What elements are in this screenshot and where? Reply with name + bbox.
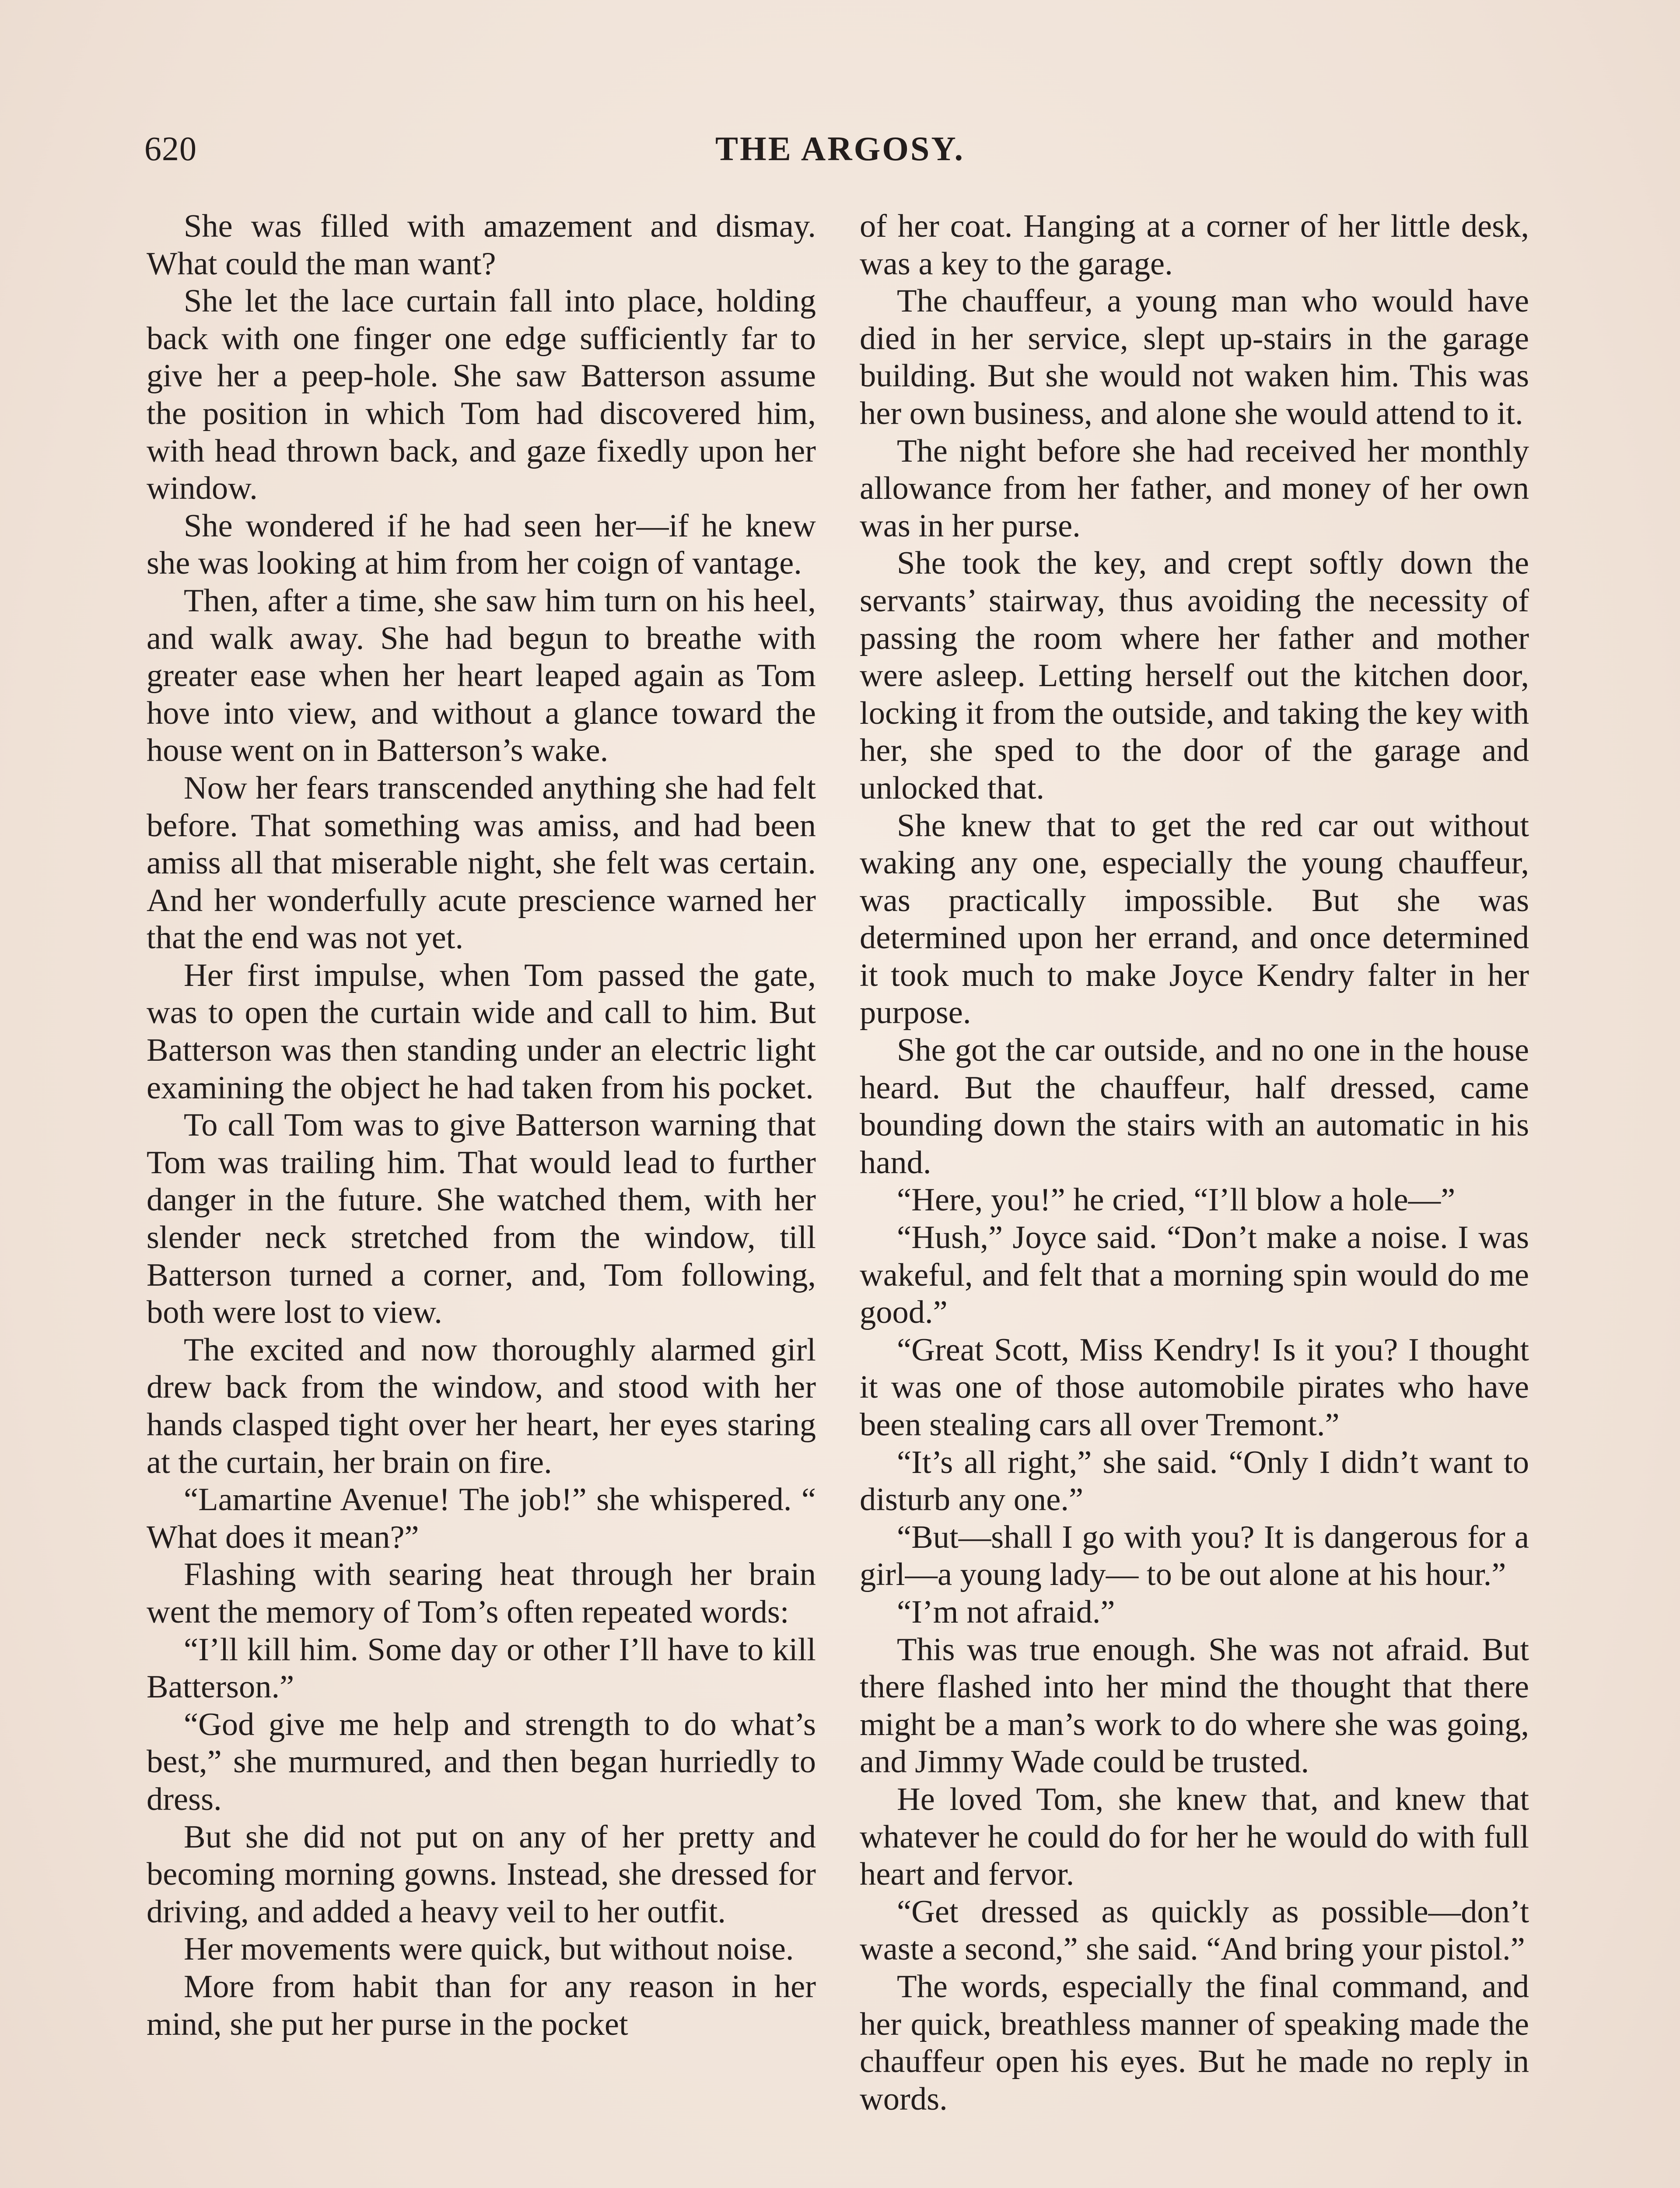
- paragraph: “Lamartine Avenue! The job!” she whispered. “ What does it mean?”: [147, 1482, 816, 1555]
- paragraph: Her movements were quick, but without noise.: [184, 1931, 794, 1967]
- paragraph: “I’m not afraid.”: [897, 1594, 1115, 1630]
- paragraph: “Great Scott, Miss Kendry! Is it you? I thought it was one of those automobile pirates who have been stealing cars all over Tremont.”: [860, 1332, 1529, 1443]
- paragraph: “Here, you!” he cried, “I’ll blow a hole—”: [897, 1182, 1456, 1218]
- paragraph: Now her fears transcended anything she had felt before. That something was amiss, and had been amiss all that miserable night, she felt was certain. And her wonderfully acute prescience warned her that the end was not yet.: [147, 770, 816, 956]
- paragraph: She knew that to get the red car out without waking any one, especially the young chauffeur, was practically impossible. But she was determined upon her errand, and once determined it took much to make Joyce Kendry falter in her purpose.: [860, 807, 1529, 1031]
- page-header: [144, 129, 1536, 182]
- page-number: 620: [144, 130, 197, 168]
- paragraph: She was filled with amazement and dismay. What could the man want?: [147, 208, 816, 282]
- paragraph: “It’s all right,” she said. “Only I didn’t want to disturb any one.”: [860, 1444, 1529, 1518]
- running-title: THE ARGOSY.: [715, 130, 965, 168]
- paragraph: Flashing with searing heat through her brain went the memory of Tom’s often repeated words:: [147, 1557, 816, 1630]
- paragraph: “I’ll kill him. Some day or other I’ll have to kill Batterson.”: [147, 1631, 816, 1705]
- paragraph: “Get dressed as quickly as possible—don’t waste a second,” she said. “And bring your pistol.”: [860, 1893, 1529, 1967]
- paragraph: Then, after a time, she saw him turn on his heel, and walk away. She had begun to breathe with greater ease when her heart leaped again as Tom hove into view, and without a glance toward the house went on in Batterson’s wake.: [147, 582, 816, 769]
- paragraph: She took the key, and crept softly down the servants’ stairway, thus avoiding the necessity of passing the room where her father and mother were asleep. Letting herself out the kitchen door, locking it from the outside, and taking the key with her, she sped to the door of the garage and unlocked that.: [860, 545, 1529, 806]
- paragraph: He loved Tom, she knew that, and knew that whatever he could do for her he would do with full heart and fervor.: [860, 1781, 1529, 1893]
- continued-paragraph: of her coat. Hanging at a corner of her little desk, was a key to the garage.: [860, 208, 1529, 282]
- left-column: [147, 208, 816, 2043]
- paragraph: “But—shall I go with you? It is dangerous for a girl—a young lady— to be out alone at his hour.”: [860, 1519, 1529, 1593]
- paragraph: The chauffeur, a young man who would have died in her service, slept up-stairs in the garage building. But she would not waken him. This was her own business, and alone she would attend to it.: [860, 283, 1529, 431]
- paragraph: Her first impulse, when Tom passed the gate, was to open the curtain wide and call to him. But Batterson was then standing under an electric light examining the object he had taken from his pocket.: [147, 957, 816, 1106]
- paragraph: She wondered if he had seen her—if he knew she was looking at him from her coign of vantage.: [147, 508, 816, 582]
- right-column: [860, 208, 1529, 2118]
- paragraph: This was true enough. She was not afraid. But there flashed into her mind the thought that there might be a man’s work to do where she was going, and Jimmy Wade could be trusted.: [860, 1631, 1529, 1780]
- paragraph: To call Tom was to give Batterson warning that Tom was trailing him. That would lead to further danger in the future. She watched them, with her slender neck stretched from the window, till Batterson turned a corner, and, Tom following, both were lost to view.: [147, 1107, 816, 1331]
- paragraph: But she did not put on any of her pretty and becoming morning gowns. Instead, she dressed for driving, and added a heavy veil to her outfit.: [147, 1819, 816, 1930]
- paragraph: “Hush,” Joyce said. “Don’t make a noise. I was wakeful, and felt that a morning spin would do me good.”: [860, 1220, 1529, 1331]
- paragraph: The night before she had received her monthly allowance from her father, and money of her own was in her purse.: [860, 433, 1529, 544]
- paragraph: More from habit than for any reason in her mind, she put her purse in the pocket: [147, 1968, 816, 2042]
- paragraph: She got the car outside, and no one in the house heard. But the chauffeur, half dressed, came bounding down the stairs with an automatic in his hand.: [860, 1032, 1529, 1181]
- paragraph: The excited and now thoroughly alarmed girl drew back from the window, and stood with her hands clasped tight over her heart, her eyes staring at the curtain, her brain on fire.: [147, 1332, 816, 1480]
- paragraph: The words, especially the final command, and her quick, breathless manner of speaking made the chauffeur open his eyes. But he made no reply in words.: [860, 1968, 1529, 2117]
- paragraph: “God give me help and strength to do what’s best,” she murmured, and then began hurriedly to dress.: [147, 1706, 816, 1817]
- paragraph: She let the lace curtain fall into place, holding back with one finger one edge sufficiently far to give her a peep-hole. She saw Batterson assume the position in which Tom had discovered him, with head thrown back, and gaze fixedly upon her window.: [147, 283, 816, 507]
